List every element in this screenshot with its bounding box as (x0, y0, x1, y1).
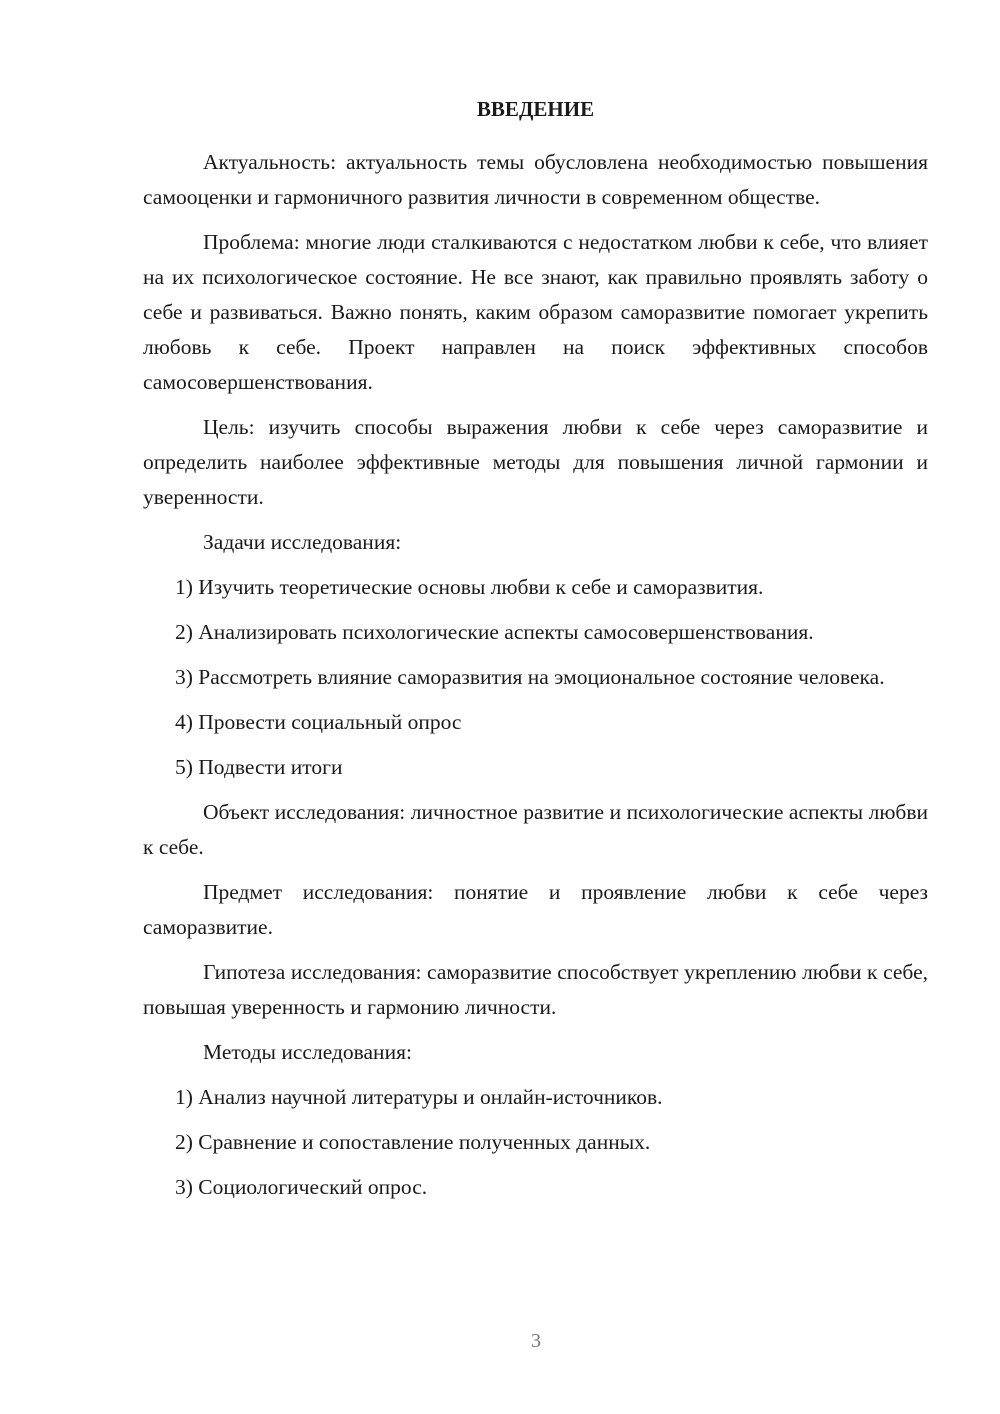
document-page (143, 92, 928, 1215)
relevance-paragraph: Актуальность: актуальность темы обусловлена необходимостью повышения самооценки и гармоничного развития личности в современном обществе. (143, 150, 928, 209)
method-item-3: 3) Социологический опрос. (175, 1175, 428, 1199)
task-item-5: 5) Подвести итоги (175, 755, 343, 779)
tasks-heading: Задачи исследования: (203, 530, 402, 554)
task-item-3: 3) Рассмотреть влияние саморазвития на эмоциональное состояние человека. (175, 665, 885, 689)
object-paragraph: Объект исследования: личностное развитие и психологические аспекты любви к себе. (143, 800, 928, 859)
task-item-1: 1) Изучить теоретические основы любви к себе и саморазвития. (175, 575, 764, 599)
goal-paragraph: Цель: изучить способы выражения любви к себе через саморазвитие и определить наиболее эффективные методы для повышения личной гармонии и уверенности. (143, 415, 928, 509)
page-title: ВВЕДЕНИЕ (476, 97, 595, 121)
method-item-2: 2) Сравнение и сопоставление полученных данных. (175, 1130, 651, 1154)
hypothesis-paragraph: Гипотеза исследования: саморазвитие способствует укреплению любви к себе, повышая уверенность и гармонию личности. (143, 960, 928, 1019)
subject-paragraph: Предмет исследования: понятие и проявление любви к себе через саморазвитие. (143, 880, 928, 939)
page-number: 3 (531, 1330, 541, 1352)
task-item-4: 4) Провести социальный опрос (175, 710, 462, 734)
task-item-2: 2) Анализировать психологические аспекты самосовершенствования. (175, 620, 814, 644)
method-item-1: 1) Анализ научной литературы и онлайн-источников. (175, 1085, 663, 1109)
methods-heading: Методы исследования: (203, 1040, 412, 1064)
problem-paragraph: Проблема: многие люди сталкиваются с недостатком любви к себе, что влияет на их психологическое состояние. Не все знают, как правильно проявлять заботу о себе и развиваться. Важно понять, каким образом саморазвитие помогает укрепить любовь к себе. Проект направлен на поиск эффективных способов самосовершенствования. (143, 230, 928, 394)
